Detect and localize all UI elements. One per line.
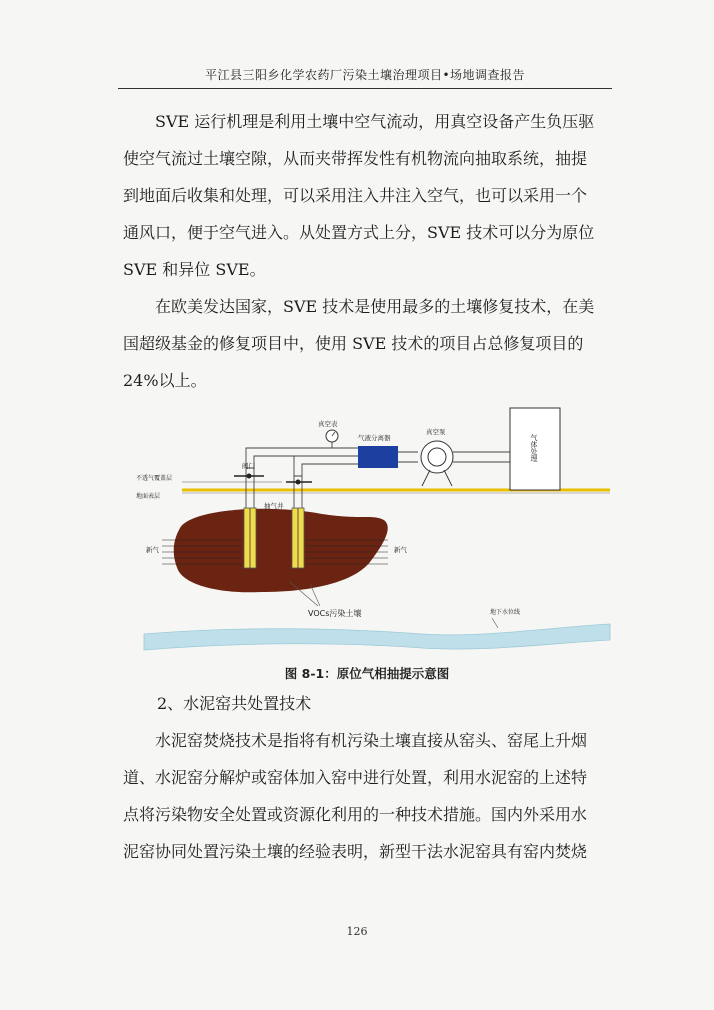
text-line: 到地面后收集和处理，可以采用注入井注入空气，也可以采用一个: [123, 186, 588, 205]
text-line: 点将污染物安全处置或资源化利用的一种技术措施。国内外采用水: [123, 805, 588, 824]
text-line: 在欧美发达国家，SVE 技术是使用最多的土壤修复技术，在美: [123, 297, 595, 316]
page-header: 平江县三阳乡化学农药厂污染土壤治理项目•场地调查报告: [204, 68, 526, 82]
label-air-right: 新气: [394, 546, 407, 554]
text-line: 水泥窑焚烧技术是指将有机污染土壤直接从窑头、窑尾上升烟: [123, 731, 588, 750]
label-voc-soil: VOCs污染土壤: [308, 609, 362, 618]
sve-diagram: [122, 396, 612, 658]
text-line: 国超级基金的修复项目中，使用 SVE 技术的项目占总修复项目的: [123, 334, 584, 353]
text-line: SVE 和异位 SVE。: [123, 260, 266, 279]
label-valve: 阀门: [242, 462, 255, 470]
text-line: 通风口，便于空气进入。从处置方式上分，SVE 技术可以分为原位: [123, 223, 595, 242]
paragraph-cement-kiln: [123, 722, 607, 870]
text-line: 24%以上。: [123, 371, 207, 390]
label-vacuum-pump: 真空泵: [426, 428, 446, 436]
label-groundwater: 地下水位线: [490, 609, 521, 616]
label-air-left: 新气: [146, 546, 159, 554]
text-line: 道、水泥窑分解炉或窑体加入窑中进行处置，利用水泥窑的上述特: [123, 768, 588, 787]
vacuum-pump-icon: [421, 441, 453, 486]
figure-caption: 图 8-1：原位气相抽提示意图: [284, 666, 450, 681]
label-ground-surface: 地面表层: [136, 493, 161, 500]
header-rule: [118, 88, 612, 89]
label-gas-separator: 气液分离器: [358, 434, 391, 442]
text-line: 使空气流过土壤空隙，从而夹带挥发性有机物流向抽取系统，抽提: [123, 149, 588, 168]
vacuum-gauge-icon: [326, 430, 338, 448]
text-line: 泥窑协同处置污染土壤的经验表明，新型干法水泥窑具有窑内焚烧: [123, 842, 588, 861]
paragraph-sve-usage: [123, 288, 607, 399]
text-line: SVE 运行机理是利用土壤中空气流动，用真空设备产生负压驱: [123, 112, 595, 131]
label-vacuum-gauge: 真空表: [318, 420, 338, 428]
label-impermeable-layer: 不透气覆盖层: [136, 475, 173, 482]
paragraph-sve-mechanism: [123, 103, 607, 288]
section-heading: 2、水泥窑共处置技术: [157, 694, 312, 713]
label-gas-treatment: 气体处理: [530, 434, 538, 462]
gas-separator-box: [358, 446, 398, 468]
groundwater-band: [144, 624, 610, 650]
voc-soil-plume: [174, 509, 388, 593]
label-extraction-well: 抽气井: [264, 502, 284, 510]
page-number: 126: [346, 925, 368, 938]
